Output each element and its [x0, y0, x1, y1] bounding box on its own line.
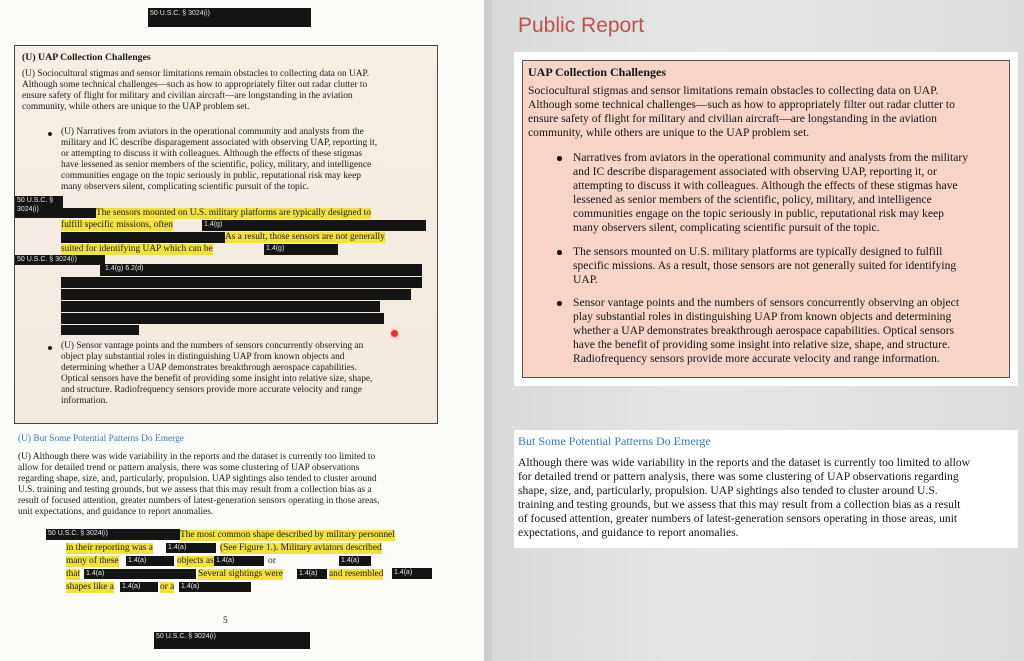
section-para-line-1: Although there was wide variability in the reports and the dataset is currently too limited to allow: [518, 456, 971, 469]
section-para-line-3: regarding shape, size, and, particularly, propulsion. UAP sightings also tended to cluster around: [18, 474, 377, 484]
bullet1-line-2: military and IC describe disparagement associated with observing UAP, reporting it,: [61, 138, 378, 148]
bullet3-line-1: (U) Sensor vantage points and the numbers of sensors concurrently observing an: [61, 341, 364, 351]
highlighted-text: fulfill specific missions, often: [61, 220, 173, 230]
redaction-bar: 1.4(a): [179, 582, 251, 592]
highlighted-text: The sensors mounted on U.S. military platforms are typically designed to: [96, 208, 371, 218]
highlighted-text: many of these: [66, 556, 119, 566]
bullet-dot: [48, 346, 52, 350]
box-para-line-2: Although some technical challenges—such as how to appropriately filter out radar clutter to: [22, 80, 368, 90]
box-title: (U) UAP Collection Challenges: [22, 52, 151, 63]
bullet-dot: [557, 250, 562, 255]
bullet1-line-1: Narratives from aviators in the operational community and analysts from the military: [573, 151, 969, 164]
highlighted-text: Several sightings were: [198, 569, 283, 579]
cursor-pointer-dot: [391, 330, 398, 337]
box-para-line-4: community, while others are unique to the UAP problem set.: [22, 102, 250, 112]
box-para-line-3: ensure safety of flight for military and civilian aircraft—are longstanding in the aviation: [22, 91, 353, 101]
section-heading: (U) But Some Potential Patterns Do Emerge: [18, 434, 184, 444]
redaction-bar: 1.4(a): [392, 568, 432, 579]
section-heading: But Some Potential Patterns Do Emerge: [518, 434, 711, 448]
redaction-bar: [61, 232, 225, 243]
bullet3-line-6: information.: [61, 396, 108, 406]
bullet1-line-6: many observers silent, complicating scientific pursuit of the topic.: [573, 221, 880, 234]
box-para-line-1: (U) Sociocultural stigmas and sensor limitations remain obstacles to collecting data on UAP.: [22, 69, 370, 79]
bullet1-line-3: attempting to discuss it with colleagues. Although the effects of these stigmas have: [573, 179, 958, 192]
highlighted-text: shapes like a: [66, 582, 114, 592]
redaction-bar: 1.4(a): [126, 556, 174, 566]
bullet1-line-1: (U) Narratives from aviators in the operational community and analysts from the: [61, 127, 364, 137]
box-para-line-2: Although some technical challenges—such as how to appropriately filter out radar clutter to: [528, 98, 955, 111]
bullet3-line-5: and structure. Radiofrequency sensors provide more accurate velocity and range: [61, 385, 362, 395]
section-para-line-1: (U) Although there was wide variability in the reports and the dataset is currently too limited to: [18, 452, 376, 462]
section-para-line-5: of focused attention, greater numbers of latest-generation sensors operating in those areas, unit: [518, 512, 958, 525]
section-para-line-5: result of focused attention, greater numbers of latest-generation sensors operating in those areas,: [18, 496, 380, 506]
highlighted-text: and resembled: [329, 569, 384, 579]
section-para-line-6: expectations, and guidance to report anomalies.: [518, 526, 739, 539]
highlighted-text: As a result, those sensors are not generally: [225, 232, 385, 242]
redaction-marking: 50 U.S.C. § 3024(i): [15, 255, 105, 265]
redaction-bar: 1.4(g): [264, 244, 338, 255]
highlighted-text: in their reporting was a: [66, 543, 153, 553]
bullet2-line-3: UAP.: [573, 273, 598, 286]
classification-marking-footer: 50 U.S.C. § 3024(i): [154, 632, 310, 649]
bullet3-line-2: object play substantial roles in distinguishing UAP from known objects and: [61, 352, 345, 362]
box-para-line-3: ensure safety of flight for military and civilian aircraft—are longstanding in the aviation: [528, 112, 937, 125]
section-para-line-2: for detailed trend or pattern analysis, there was some clustering of UAP observations regarding: [518, 470, 959, 483]
redaction-bar: [61, 325, 139, 335]
box-para-line-1: Sociocultural stigmas and sensor limitations remain obstacles to collecting data on UAP.: [528, 84, 939, 97]
redaction-marking: 50 U.S.C. § 3024(i): [46, 529, 180, 540]
redaction-bar: 1.4(a): [166, 543, 216, 553]
redaction-bar: [61, 313, 384, 324]
bullet1-line-5: communities engage on the topic seriously in public, reputational risk may keep: [61, 171, 361, 181]
section-para-line-6: unit expectations, and guidance to report anomalies.: [18, 507, 214, 517]
highlighted-text: (See Figure 1.). Military aviators described: [220, 543, 382, 553]
bullet3-line-5: Radiofrequency sensors provide more accurate velocity and range information.: [573, 352, 940, 365]
bullet3-line-4: Optical sensors have the benefit of providing some insight into relative size, shape,: [61, 374, 373, 384]
redaction-bar: [61, 277, 422, 288]
redaction-bar: [60, 208, 96, 218]
section-para-line-3: shape, size, and, particularly, propulsion. UAP sightings also tended to cluster around U.S.: [518, 484, 938, 497]
redaction-bar: [61, 289, 411, 300]
highlighted-text: objects as: [177, 556, 214, 566]
redaction-bar: 1.4(a): [339, 556, 371, 566]
bullet-dot: [557, 301, 562, 306]
bullet-dot: [48, 132, 52, 136]
bullet1-line-2: and IC describe disparagement associated with observing UAP, reporting it, or: [573, 165, 937, 178]
bullet3-line-4: have the benefit of providing some insight into relative size, shape, and structure.: [573, 338, 951, 351]
bullet1-line-3: or attempting to discuss it with colleagues. Although the effects of these stigmas: [61, 149, 363, 159]
highlighted-text: suited for identifying UAP which can be: [61, 244, 213, 254]
redaction-bar: [61, 301, 380, 312]
inline-text: or: [268, 556, 276, 566]
bullet1-line-5: communities engage on the topic seriously in public, reputational risk may keep: [573, 207, 944, 220]
redacted-document-page: [0, 0, 484, 661]
bullet2-line-1: The sensors mounted on U.S. military platforms are typically designed to fulfill: [573, 245, 943, 258]
redaction-bar: 1.4(a): [214, 556, 264, 566]
redaction-bar: 1.4(g) 6.2(d): [100, 264, 422, 276]
redaction-bar: 1.4(a): [120, 582, 158, 592]
bullet3-line-3: determining whether a UAP demonstrates breakthrough aerospace capabilities.: [61, 363, 357, 373]
public-report-title: Public Report: [518, 14, 645, 37]
classification-marking-header: 50 U.S.C. § 3024(i): [148, 8, 311, 27]
bullet2-line-2: specific missions. As a result, those sensors are not generally suited for identifying: [573, 259, 957, 272]
box-title: UAP Collection Challenges: [528, 65, 666, 79]
highlighted-text: or a: [160, 582, 175, 592]
highlighted-text: The most common shape described by military personnel: [180, 530, 395, 540]
redaction-bar: 1.4(a): [84, 569, 196, 579]
page-number: 5: [223, 616, 228, 626]
redaction-bar: 1.4(g): [202, 220, 426, 231]
bullet3-line-3: whether a UAP demonstrates breakthrough aerospace capabilities. Optical sensors: [573, 324, 955, 337]
box-para-line-4: community, while others are unique to the UAP problem set.: [528, 126, 810, 139]
redaction-bar: 1.4(a): [297, 569, 327, 579]
highlighted-text: that: [66, 569, 81, 579]
section-para-line-4: U.S. training and testing grounds, but we assess that this may result from a collection bias as a: [18, 485, 372, 495]
bullet3-line-2: play substantial roles in distinguishing UAP from known objects and determining: [573, 310, 952, 323]
bullet1-line-6: many observers silent, complicating scientific pursuit of the topic.: [61, 182, 309, 192]
redaction-marking: 50 U.S.C. § 3024(i): [15, 196, 63, 218]
section-para-line-4: training and testing grounds, but we assess that this may result from a collection bias as a result: [518, 498, 961, 511]
bullet3-line-1: Sensor vantage points and the numbers of sensors concurrently observing an object: [573, 296, 960, 309]
bullet1-line-4: have lessened as senior members of the scientific, policy, military, and intelligence: [61, 160, 372, 170]
bullet-dot: [557, 156, 562, 161]
section-para-line-2: allow for detailed trend or pattern analysis, there was some clustering of UAP observations: [18, 463, 360, 473]
bullet1-line-4: lessened as senior members of the scientific, policy, military, and intelligence: [573, 193, 932, 206]
